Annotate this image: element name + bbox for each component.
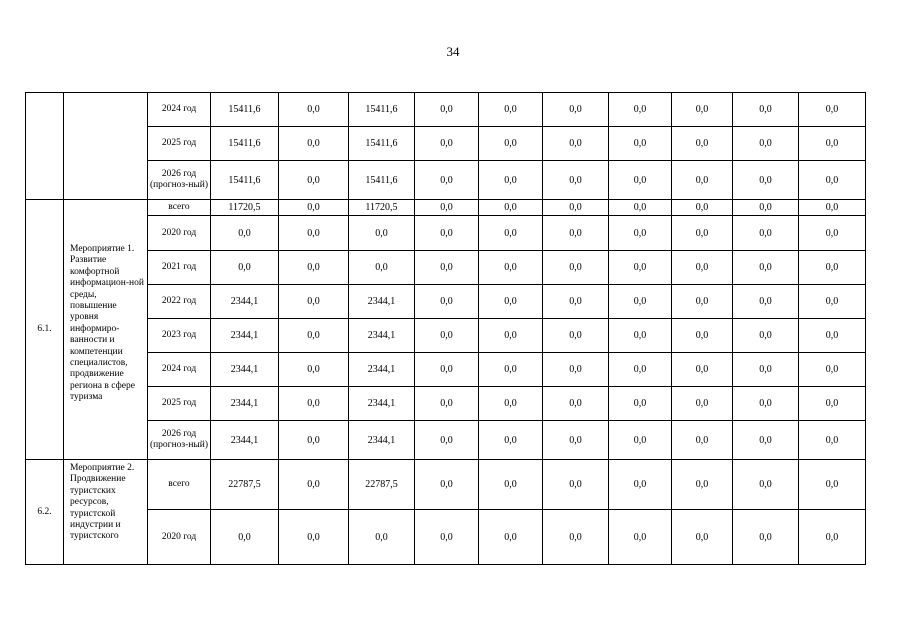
value-cell: 0,0 [733,510,799,565]
value-cell: 0,0 [733,319,799,353]
value-cell: 2344,1 [211,319,279,353]
activity-name-cell: Мероприятие 1. Развитие комфортной информацион-ной среды, повышение уровня информиро-ванности и компетенции специалистов, продвижение региона в сфере туризма [64,200,148,460]
value-cell: 0,0 [672,421,733,460]
value-cell: 0,0 [543,387,609,421]
value-cell: 0,0 [415,161,479,200]
value-cell: 0,0 [672,200,733,216]
year-cell: 2021 год [148,251,211,285]
year-cell: 2020 год [148,510,211,565]
value-cell: 0,0 [672,319,733,353]
value-cell: 0,0 [543,285,609,319]
value-cell: 0,0 [672,161,733,200]
value-cell: 2344,1 [349,387,415,421]
value-cell: 0,0 [733,251,799,285]
value-cell: 0,0 [609,93,672,127]
value-cell: 0,0 [349,216,415,251]
row-number-cell: 6.2. [26,460,64,565]
value-cell: 0,0 [415,421,479,460]
value-cell: 15411,6 [349,161,415,200]
value-cell: 0,0 [415,387,479,421]
value-cell: 0,0 [672,127,733,161]
value-cell: 0,0 [799,353,866,387]
value-cell: 11720,5 [349,200,415,216]
value-cell: 0,0 [609,460,672,510]
value-cell: 0,0 [672,285,733,319]
value-cell: 0,0 [279,93,349,127]
value-cell: 0,0 [799,200,866,216]
value-cell: 0,0 [211,251,279,285]
value-cell: 0,0 [609,353,672,387]
activity-name-cell: Мероприятие 2. Продвижение туристских ресурсов, туристской индустрии и туристского [64,460,148,565]
value-cell: 0,0 [279,387,349,421]
value-cell: 0,0 [799,285,866,319]
value-cell: 0,0 [543,251,609,285]
value-cell: 0,0 [279,319,349,353]
value-cell: 0,0 [799,510,866,565]
value-cell: 0,0 [415,127,479,161]
year-cell: 2024 год [148,93,211,127]
value-cell: 0,0 [799,251,866,285]
table-row [26,285,866,319]
value-cell: 0,0 [543,216,609,251]
value-cell: 0,0 [733,421,799,460]
table-row [26,353,866,387]
value-cell: 0,0 [543,161,609,200]
value-cell: 0,0 [733,285,799,319]
value-cell: 0,0 [279,353,349,387]
value-cell: 0,0 [415,353,479,387]
value-cell: 2344,1 [211,421,279,460]
year-cell: всего [148,200,211,216]
page-number: 34 [446,44,460,59]
value-cell: 0,0 [609,127,672,161]
value-cell: 0,0 [733,127,799,161]
value-cell: 2344,1 [349,421,415,460]
table-row [26,421,866,460]
value-cell: 0,0 [279,200,349,216]
table-row [26,319,866,353]
value-cell: 0,0 [479,421,543,460]
row-number-cell: 6.1. [26,200,64,460]
value-cell: 0,0 [672,387,733,421]
value-cell: 0,0 [279,510,349,565]
value-cell: 0,0 [211,216,279,251]
value-cell: 0,0 [672,460,733,510]
value-cell: 0,0 [543,200,609,216]
value-cell: 0,0 [799,216,866,251]
value-cell: 11720,5 [211,200,279,216]
year-cell: всего [148,460,211,510]
value-cell: 0,0 [543,460,609,510]
value-cell: 0,0 [479,161,543,200]
value-cell: 0,0 [279,251,349,285]
year-cell: 2025 год [148,387,211,421]
value-cell: 0,0 [609,161,672,200]
value-cell: 0,0 [479,387,543,421]
value-cell: 0,0 [609,510,672,565]
year-cell: 2020 год [148,216,211,251]
value-cell: 0,0 [672,353,733,387]
year-cell: 2022 год [148,285,211,319]
value-cell: 15411,6 [211,127,279,161]
value-cell: 0,0 [672,251,733,285]
value-cell: 0,0 [733,216,799,251]
value-cell: 0,0 [609,387,672,421]
value-cell: 0,0 [543,319,609,353]
value-cell: 0,0 [479,510,543,565]
table-row [26,127,866,161]
value-cell: 0,0 [279,421,349,460]
value-cell: 0,0 [479,353,543,387]
year-cell: 2024 год [148,353,211,387]
table-row [26,460,866,510]
year-cell: 2025 год [148,127,211,161]
value-cell: 0,0 [543,93,609,127]
value-cell: 0,0 [799,319,866,353]
value-cell: 0,0 [543,127,609,161]
value-cell: 0,0 [733,93,799,127]
year-cell: 2023 год [148,319,211,353]
value-cell: 0,0 [672,510,733,565]
table-row [26,216,866,251]
value-cell: 2344,1 [211,285,279,319]
year-cell: 2026 год (прогноз-ный) [148,421,211,460]
row-number-cell [26,93,64,200]
value-cell: 15411,6 [211,161,279,200]
value-cell: 0,0 [543,510,609,565]
value-cell: 0,0 [415,251,479,285]
value-cell: 2344,1 [211,353,279,387]
value-cell: 0,0 [415,216,479,251]
value-cell: 0,0 [609,251,672,285]
value-cell: 2344,1 [211,387,279,421]
value-cell: 0,0 [799,387,866,421]
value-cell: 0,0 [733,353,799,387]
value-cell: 0,0 [799,421,866,460]
table-row [26,251,866,285]
value-cell: 0,0 [543,421,609,460]
value-cell: 0,0 [349,251,415,285]
value-cell: 2344,1 [349,353,415,387]
table-row [26,161,866,200]
value-cell: 0,0 [543,353,609,387]
value-cell: 2344,1 [349,319,415,353]
value-cell: 0,0 [733,387,799,421]
value-cell: 0,0 [415,200,479,216]
value-cell: 15411,6 [349,127,415,161]
activity-name-cell [64,93,148,200]
value-cell: 0,0 [733,460,799,510]
value-cell: 2344,1 [349,285,415,319]
value-cell: 0,0 [799,161,866,200]
table-row [26,387,866,421]
value-cell: 0,0 [733,200,799,216]
value-cell: 0,0 [211,510,279,565]
value-cell: 0,0 [479,285,543,319]
value-cell: 0,0 [609,319,672,353]
value-cell: 0,0 [279,161,349,200]
value-cell: 0,0 [672,93,733,127]
value-cell: 0,0 [479,460,543,510]
value-cell: 0,0 [349,510,415,565]
table-row [26,200,866,216]
value-cell: 0,0 [415,510,479,565]
value-cell: 0,0 [415,460,479,510]
value-cell: 0,0 [479,200,543,216]
value-cell: 22787,5 [211,460,279,510]
value-cell: 15411,6 [211,93,279,127]
value-cell: 0,0 [609,421,672,460]
budget-table [25,92,866,565]
value-cell: 0,0 [609,285,672,319]
table-row [26,93,866,127]
value-cell: 0,0 [672,216,733,251]
value-cell: 0,0 [479,319,543,353]
value-cell: 0,0 [479,93,543,127]
value-cell: 0,0 [609,200,672,216]
value-cell: 0,0 [279,216,349,251]
value-cell: 0,0 [799,127,866,161]
value-cell: 15411,6 [349,93,415,127]
value-cell: 0,0 [279,127,349,161]
year-cell: 2026 год (прогноз-ный) [148,161,211,200]
value-cell: 22787,5 [349,460,415,510]
value-cell: 0,0 [609,216,672,251]
value-cell: 0,0 [415,285,479,319]
value-cell: 0,0 [415,93,479,127]
value-cell: 0,0 [479,216,543,251]
value-cell: 0,0 [415,319,479,353]
value-cell: 0,0 [279,460,349,510]
value-cell: 0,0 [479,251,543,285]
value-cell: 0,0 [799,93,866,127]
value-cell: 0,0 [479,127,543,161]
value-cell: 0,0 [279,285,349,319]
table-row [26,510,866,565]
value-cell: 0,0 [799,460,866,510]
value-cell: 0,0 [733,161,799,200]
